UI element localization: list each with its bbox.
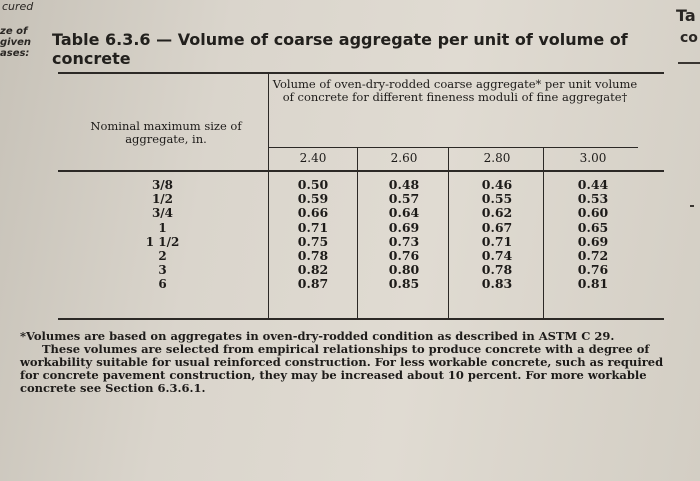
value-column-2-40	[261, 178, 365, 292]
column-group-header: Volume of oven-dry-rodded coarse aggregate* per unit volume of concrete for different fineness moduli of fine aggregate†	[272, 77, 638, 104]
value-column-2-60	[352, 178, 456, 292]
table-cell: 0.64	[388, 205, 420, 221]
margin-fragment-right-top: Ta	[676, 6, 696, 25]
table-cell: 0.65	[577, 219, 609, 235]
table-cell: 0.57	[388, 191, 420, 207]
table-cell: 0.78	[297, 247, 329, 263]
table-cell: 0.66	[297, 205, 329, 221]
table-title: Table 6.3.6 — Volume of coarse aggregate per unit of volume of concrete	[52, 30, 628, 68]
right-column-rule	[678, 62, 700, 64]
table-cell: 0.76	[388, 247, 420, 263]
table-cell: 0.75	[297, 233, 329, 249]
table-top-rule	[58, 72, 664, 74]
footnotes	[20, 330, 665, 395]
margin-fragment-top-left: cured	[2, 0, 34, 13]
column-header: 2.40	[299, 151, 327, 165]
header-bottom-rule	[58, 170, 664, 172]
value-column-2-80	[445, 178, 549, 292]
table-cell: 0.60	[577, 205, 609, 221]
table-cell: 0.44	[577, 177, 609, 192]
table-row-size: 1/2	[151, 192, 174, 207]
table-cell: 0.62	[481, 205, 513, 221]
margin-fragment-left: ze of given ases:	[0, 26, 32, 59]
table-row-size: 6	[158, 277, 167, 292]
table-row-size: 2	[158, 248, 167, 263]
table-cell: 0.81	[577, 276, 609, 292]
table-row-size: 3/8	[151, 178, 174, 192]
table-cell: 0.48	[388, 177, 420, 192]
table-cell: 0.82	[297, 262, 329, 278]
column-header: 3.00	[579, 151, 607, 165]
table-cell: 0.46	[481, 177, 513, 192]
table-cell: 0.72	[577, 247, 609, 263]
table-row-size: 1 1/2	[145, 234, 180, 249]
column-header: 2.60	[390, 151, 418, 165]
table-row-size: 3/4	[151, 206, 174, 221]
table-cell: 0.50	[297, 177, 329, 192]
table-cell: 0.85	[388, 276, 420, 292]
table-cell: 0.80	[388, 262, 420, 278]
stray-mark	[690, 205, 694, 207]
table-cell: 0.69	[577, 233, 609, 249]
table-cell: 0.69	[388, 219, 420, 235]
margin-fragment-right-second: co	[680, 30, 698, 46]
table-cell: 0.73	[388, 233, 420, 249]
size-column	[60, 178, 265, 292]
footnote-workability: These volumes are selected from empirical relationships to produce concrete with a degree of workability suitable for usual reinforced construction. For less workable concrete, such as required for concrete pavement construction, they may be increased about 10 percent. For more workable concrete see Section 6.3.6.1.	[20, 342, 664, 395]
table-cell: 0.87	[297, 276, 329, 292]
table-cell: 0.67	[481, 219, 513, 235]
table-cell: 0.83	[481, 276, 513, 292]
table-bottom-rule	[58, 318, 664, 320]
table-cell: 0.71	[297, 219, 329, 235]
column-header: 2.80	[483, 151, 511, 165]
subheader-rule	[268, 147, 638, 148]
table-row-size: 1	[158, 220, 167, 235]
footnote-volumes: *Volumes are based on aggregates in oven-dry-rodded condition as described in ASTM C 29.	[20, 329, 615, 343]
table-cell: 0.78	[481, 262, 513, 278]
table-cell: 0.53	[577, 191, 609, 207]
table-cell: 0.55	[481, 191, 513, 207]
table-cell: 0.74	[481, 247, 513, 263]
table-cell: 0.59	[297, 191, 329, 207]
table-cell: 0.76	[577, 262, 609, 278]
value-column-3-00	[541, 178, 645, 292]
row-header-label: Nominal maximum size of aggregate, in.	[90, 119, 242, 146]
table-cell: 0.71	[481, 233, 513, 249]
table-row-size: 3	[158, 263, 167, 278]
